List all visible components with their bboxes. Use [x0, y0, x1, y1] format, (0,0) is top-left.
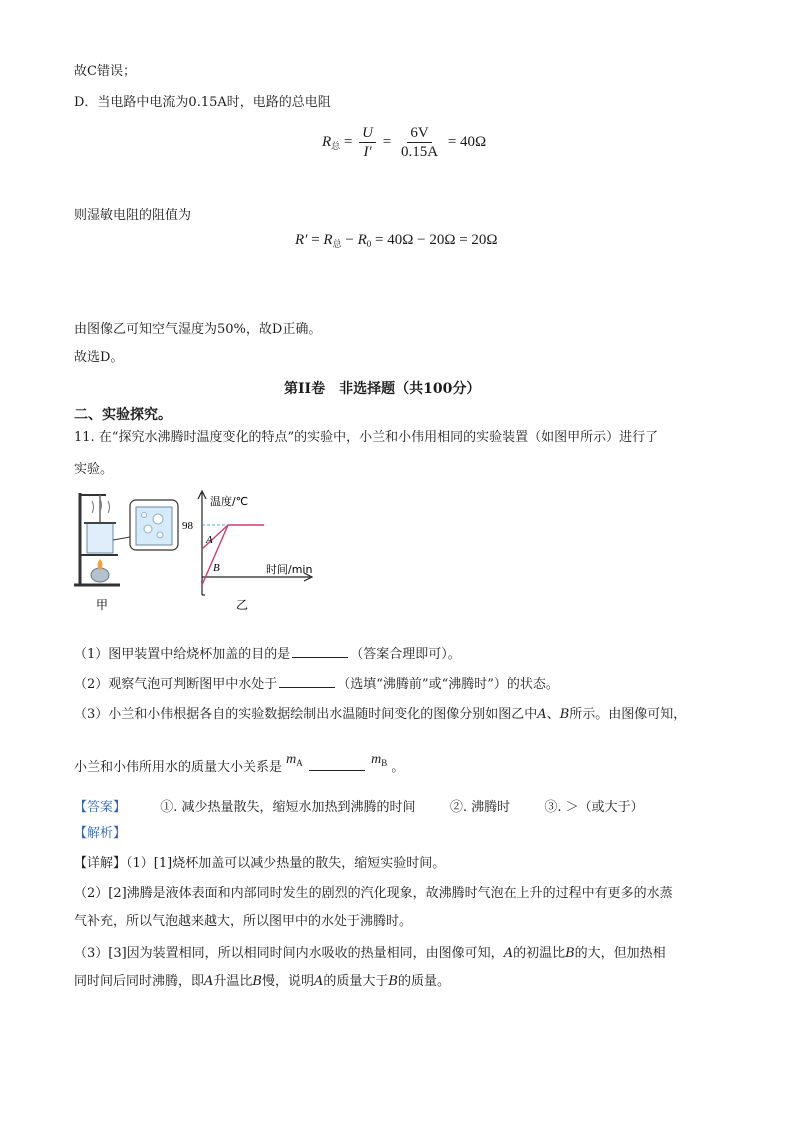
bubble-icon: [144, 525, 152, 533]
eq-subscript: 0: [366, 239, 372, 249]
text-line: 则湿敏电阻的阻值为: [74, 208, 192, 223]
answer-blank: [309, 758, 365, 771]
apparatus-illustration: [74, 493, 178, 585]
x-axis-label: 时间/min: [266, 563, 313, 576]
section-title: 第II卷 非选择题（共100分）: [284, 381, 481, 397]
eq-subscript: 总: [331, 140, 341, 151]
answer-item: ③. ＞（或大于）: [544, 800, 644, 815]
text: 小兰和小伟所用水的质量大小关系是: [74, 760, 283, 775]
section-subtitle: 二、实验探究。: [74, 407, 172, 423]
experiment-figure: [70, 485, 370, 615]
bubble-icon: [142, 513, 147, 518]
text: 同时间后同时沸腾，即: [74, 974, 205, 989]
series-label-B: B: [213, 562, 220, 574]
text: B: [381, 758, 388, 768]
fraction-denominator: I′: [363, 144, 372, 160]
answer-blank: [279, 675, 335, 688]
text: 慢，说明: [261, 974, 314, 989]
fraction: [398, 124, 441, 161]
answer-blank: [292, 645, 348, 658]
eq-symbol: R′: [295, 232, 308, 248]
answer-line: [74, 798, 644, 818]
text: A: [537, 707, 547, 722]
eq-symbol: R: [322, 133, 332, 150]
text-line: 故C错误；: [74, 64, 136, 79]
eq-result: 40Ω: [460, 133, 487, 150]
text: m: [371, 752, 382, 767]
label-jia: 甲: [96, 598, 109, 612]
eq-symbol: R: [357, 232, 367, 248]
text-line: 由图像乙可知空气湿度为50%，故D正确。: [74, 322, 322, 337]
series-label-A: A: [206, 534, 213, 546]
mass-symbol: [286, 752, 303, 767]
eq-subscript: 总: [332, 239, 342, 249]
text: m: [286, 752, 297, 767]
text: A: [314, 974, 324, 989]
fraction: [359, 124, 376, 161]
detail-line: [74, 944, 666, 964]
analysis-tag: 【解析】: [74, 826, 127, 841]
beaker: [87, 523, 113, 553]
text: A: [204, 974, 214, 989]
text: A: [503, 946, 514, 961]
text: 的质量。: [397, 974, 450, 989]
bubble-icon: [157, 532, 163, 538]
text-line: D．当电路中电流为0.15A时，电路的总电阻: [74, 95, 331, 110]
text: （选填“沸腾前”或“沸腾时”）的状态。: [337, 677, 559, 692]
question-stem: 11. 在“探究水沸腾时温度变化的特点”的实验中，小兰和小伟用相同的实验装置（如图甲所示）进行了: [74, 430, 659, 445]
fraction-denominator: 0.15A: [400, 144, 439, 160]
sub-question-1: [74, 645, 461, 665]
mass-symbol: [371, 752, 387, 767]
answer-item: ①. 减少热量散失，缩短水加热到沸腾的时间: [160, 800, 416, 815]
text-line: 故选D。: [74, 350, 124, 365]
callout-line: [113, 537, 130, 540]
text: B: [388, 974, 398, 989]
text: （答案合理即可）。: [350, 647, 461, 662]
text: 。: [391, 760, 405, 775]
text: 、: [546, 707, 560, 722]
equation-sensor-resistance: $R' = R_总 - R_0 = 40\Omega - 20\Omega = 20\Omega$: [295, 232, 498, 249]
fraction-numerator: U: [359, 124, 376, 143]
text: B: [559, 707, 570, 722]
sub-question-2: [74, 675, 559, 695]
sub-question-3: [74, 705, 686, 725]
eq-symbol: R: [323, 232, 333, 248]
text: 的初温比: [513, 946, 566, 961]
question-stem: 实验。: [74, 462, 114, 477]
y-axis-label: 温度/℃: [210, 495, 249, 508]
text: 升温比: [213, 974, 253, 989]
text: B: [565, 946, 575, 961]
text: （3）小兰和小伟根据各自的实验数据绘制出水温随时间变化的图像分别如图乙中: [74, 707, 538, 722]
text: A: [296, 758, 303, 768]
text: 的大，但加热相: [574, 946, 666, 961]
answer-item: ②. 沸腾时: [449, 800, 511, 815]
answer-tag: 【答案】: [74, 800, 127, 815]
text: 所示。由图像可知，: [569, 707, 687, 722]
bubble-icon: [153, 514, 163, 524]
detail-line: 气补充，所以气泡越来越大，所以图甲中的水处于沸腾时。: [74, 914, 413, 929]
magnified-beaker: [136, 507, 172, 545]
temperature-graph: [182, 491, 312, 595]
detail-line: [74, 972, 450, 992]
fraction-numerator: 6V: [407, 124, 431, 143]
detail-tag: 【详解】: [74, 856, 127, 871]
label-yi: 乙: [236, 598, 249, 612]
eq-result: 40Ω − 20Ω = 20Ω: [387, 232, 498, 248]
equation-total-resistance: $R_总$ = $\frac{U}{I'}$ = $\frac{6V}{0.15A}$ = 40Ω: [322, 125, 487, 160]
text: （2）观察气泡可判断图甲中水处于: [74, 677, 278, 692]
text: B: [252, 974, 262, 989]
text: 的质量大于: [323, 974, 389, 989]
text: （1）[1]烧杯加盖可以减少热量的散失，缩短实验时间。: [126, 856, 446, 871]
text: （3）[3]因为装置相同，所以相同时间内水吸收的热量相同，由图像可知，: [74, 946, 504, 961]
y-tick-label: 98: [182, 520, 193, 532]
sub-question-3-cont: [74, 752, 405, 781]
detail-line: [74, 854, 445, 874]
detail-line: （2）[2]沸腾是液体表面和内部同时发生的剧烈的汽化现象，故沸腾时气泡在上升的过程中有更多的水蒸: [74, 886, 673, 901]
text: （1）图甲装置中给烧杯加盖的目的是: [74, 647, 291, 662]
